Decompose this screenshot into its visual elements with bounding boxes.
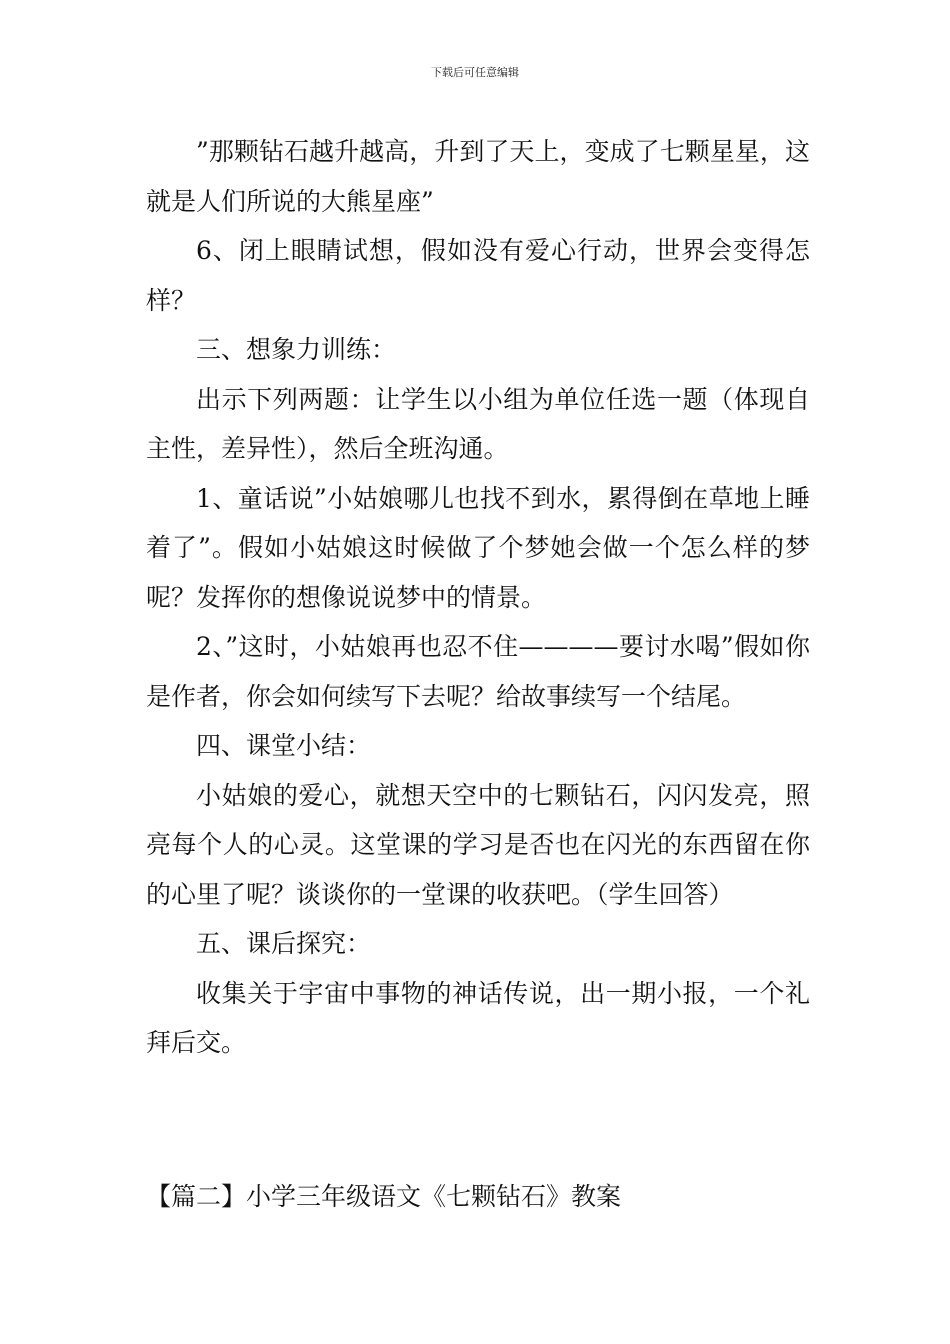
document-body bbox=[146, 127, 810, 1068]
paragraph-imagine-no-love: 6、闭上眼睛试想，假如没有爱心行动，世界会变得怎样？ bbox=[146, 236, 810, 315]
paragraph-quote-big-dipper: ”那颗钻石越升越高，升到了天上，变成了七颗星星，这就是人们所说的大熊星座” bbox=[146, 137, 810, 216]
paragraph-topic-2: 2、”这时，小姑娘再也忍不住————要讨水喝”假如你是作者，你会如何续写下去呢？给故事续写一个结尾。 bbox=[146, 632, 810, 711]
page-header-note: 下载后可任意编辑 bbox=[431, 66, 519, 79]
heading-class-summary: 四、课堂小结： bbox=[196, 731, 372, 760]
paragraph-two-topics: 出示下列两题：让学生以小组为单位任选一题（体现自主性，差异性），然后全班沟通。 bbox=[146, 384, 810, 463]
section-title: 【篇二】小学三年级语文《七颗钻石》教案 bbox=[146, 1182, 622, 1211]
paragraph-summary: 小姑娘的爱心，就想天空中的七颗钻石，闪闪发亮，照亮每个人的心灵。这堂课的学习是否也在闪光的东西留在你的心里了呢？谈谈你的一堂课的收获吧。（学生回答） bbox=[146, 780, 810, 909]
heading-imagination-training: 三、想象力训练： bbox=[196, 335, 397, 364]
heading-after-class: 五、课后探究： bbox=[196, 929, 372, 958]
paragraph-after-class: 收集关于宇宙中事物的神话传说，出一期小报，一个礼拜后交。 bbox=[146, 978, 810, 1057]
paragraph-topic-1: 1、童话说”小姑娘哪儿也找不到水，累得倒在草地上睡着了”。假如小姑娘这时候做了个梦她会做一个怎么样的梦呢？发挥你的想像说说梦中的情景。 bbox=[146, 483, 810, 612]
